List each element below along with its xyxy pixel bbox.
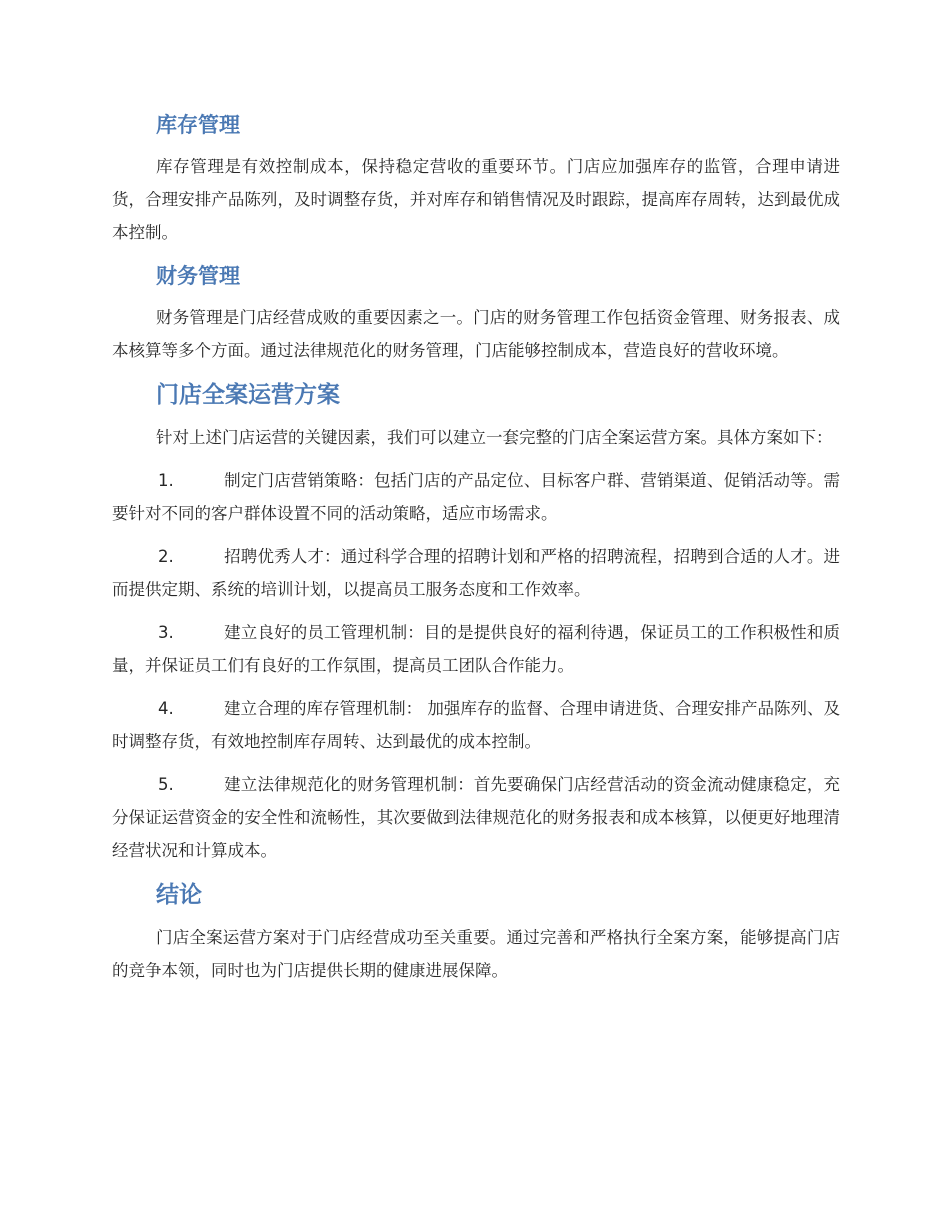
heading-conclusion: 结论	[156, 882, 202, 908]
list-item	[112, 692, 840, 758]
list-item-number: 2.	[158, 547, 174, 566]
heading-plan: 门店全案运营方案	[156, 382, 340, 408]
paragraph-inventory: 库存管理是有效控制成本，保持稳定营收的重要环节。门店应加强库存的监管，合理申请进货，合理安排产品陈列，及时调整存货，并对库存和销售情况及时跟踪，提高库存周转，达到最优成本控制。	[112, 157, 840, 242]
list-item	[112, 464, 840, 530]
list-item-text: 招聘优秀人才：通过科学合理的招聘计划和严格的招聘流程，招聘到合适的人才。进而提供定期、系统的培训计划，以提高员工服务态度和工作效率。	[112, 547, 840, 599]
heading-finance: 财务管理	[156, 264, 240, 288]
list-item-text: 建立合理的库存管理机制： 加强库存的监督、合理申请进货、合理安排产品陈列、及时调整存货，有效地控制库存周转、达到最优的成本控制。	[112, 699, 840, 751]
paragraph-plan-intro: 针对上述门店运营的关键因素，我们可以建立一套完整的门店全案运营方案。具体方案如下：	[156, 428, 833, 447]
list-item	[112, 540, 840, 606]
list-item	[112, 616, 840, 682]
list-item-number: 4.	[158, 699, 174, 718]
paragraph-conclusion: 门店全案运营方案对于门店经营成功至关重要。通过完善和严格执行全案方案，能够提高门店的竞争本领，同时也为门店提供长期的健康进展保障。	[112, 928, 840, 980]
heading-inventory: 库存管理	[156, 113, 240, 137]
list-item	[112, 768, 840, 867]
list-item-text: 制定门店营销策略：包括门店的产品定位、目标客户群、营销渠道、促销活动等。需要针对不同的客户群体设置不同的活动策略，适应市场需求。	[112, 471, 840, 523]
list-item-number: 5.	[158, 775, 174, 794]
paragraph-finance: 财务管理是门店经营成败的重要因素之一。门店的财务管理工作包括资金管理、财务报表、成本核算等多个方面。通过法律规范化的财务管理，门店能够控制成本，营造良好的营收环境。	[112, 308, 840, 360]
list-item-number: 1.	[158, 471, 174, 490]
list-item-text: 建立法律规范化的财务管理机制：首先要确保门店经营活动的资金流动健康稳定，充分保证运营资金的安全性和流畅性，其次要做到法律规范化的财务报表和成本核算，以便更好地理清经营状况和计算成本。	[112, 775, 840, 860]
document-content	[112, 108, 840, 997]
list-item-number: 3.	[158, 623, 174, 642]
list-item-text: 建立良好的员工管理机制：目的是提供良好的福利待遇，保证员工的工作积极性和质量，并保证员工们有良好的工作氛围，提高员工团队合作能力。	[112, 623, 840, 675]
